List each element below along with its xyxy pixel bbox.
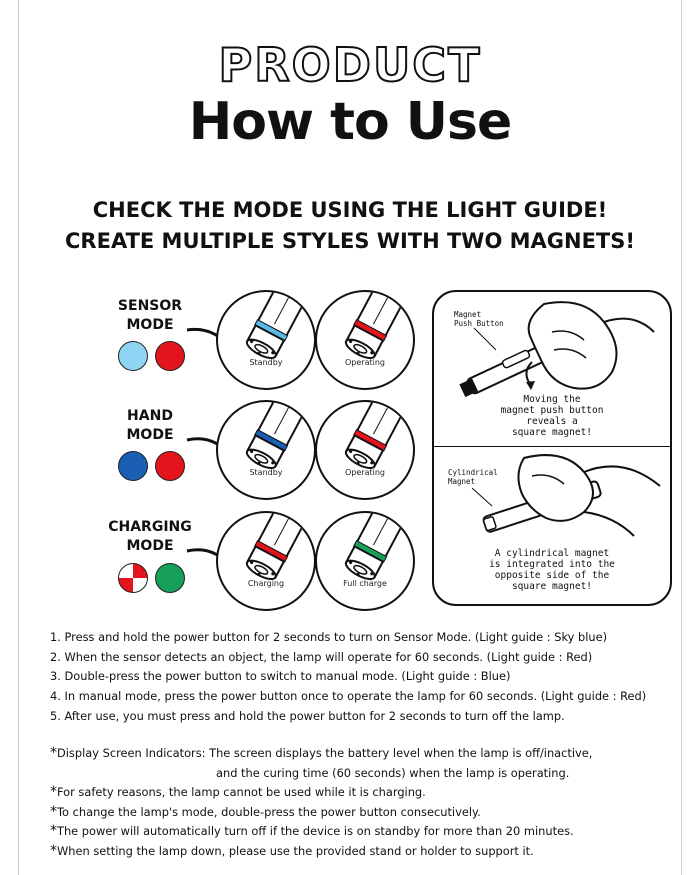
cylindrical-magnet-description: [444, 548, 660, 592]
headline-magnets: CREATE MULTIPLE STYLES WITH TWO MAGNETS!: [65, 229, 635, 253]
callout-line: Magnet: [448, 477, 476, 486]
swatch-sky-blue: [118, 341, 148, 371]
lamp-icon: [218, 292, 314, 388]
lamp-state-full-charge: [315, 511, 415, 611]
lamp-state-sensor-standby: [216, 290, 316, 390]
headline-light-guide: CHECK THE MODE USING THE LIGHT GUIDE!: [92, 198, 608, 222]
lamp-icon: [317, 513, 413, 609]
instruction-item: 3. Double-press the power button to switch to manual mode. (Light guide : Blue): [50, 669, 511, 684]
description-line: is integrated into the: [489, 559, 615, 570]
lamp-icon: [218, 402, 314, 498]
asterisk: *: [50, 784, 57, 801]
note-item: [50, 822, 675, 842]
mode-label-line2: MODE: [126, 317, 174, 333]
note-item: [50, 842, 675, 862]
lamp-caption: Standby: [249, 468, 283, 477]
lamp-state-sensor-operating: [315, 290, 415, 390]
description-line: A cylindrical magnet: [494, 548, 610, 559]
note-text: Display Screen Indicators: The screen displays the battery level when the lamp is off/inactive,: [57, 746, 593, 760]
lamp-icon: [218, 513, 314, 609]
lamp-caption: Standby: [249, 358, 283, 367]
lamp-caption: Operating: [345, 468, 385, 477]
title-product: PRODUCT: [218, 38, 482, 92]
note-text: For safety reasons, the lamp cannot be used while it is charging.: [57, 785, 426, 800]
lamp-state-hand-operating: [315, 400, 415, 500]
description-line: opposite side of the: [494, 570, 610, 581]
description-line: square magnet!: [511, 427, 593, 438]
note-item: [50, 803, 675, 823]
description-line: Moving the: [523, 394, 581, 405]
callout-line: Cylindrical: [448, 468, 498, 477]
page-title: How to Use: [188, 92, 512, 152]
swatch-red-white-checker: [118, 563, 148, 593]
instruction-list: [50, 628, 675, 727]
swatch-blue: [118, 451, 148, 481]
lamp-state-charging: [216, 511, 316, 611]
instruction-item: 4. In manual mode, press the power button once to operate the lamp for 60 seconds. (Light guide : Red): [50, 689, 647, 704]
magnet-panel: [432, 290, 672, 606]
description-line: square magnet!: [511, 581, 593, 592]
callout-line: Push Button: [454, 319, 504, 328]
mode-label-line2: MODE: [126, 427, 174, 443]
asterisk: *: [50, 842, 57, 859]
mode-label-line2: MODE: [126, 538, 174, 554]
charging-mode-label: [105, 518, 195, 556]
mode-label-line1: CHARGING: [108, 519, 192, 535]
lamp-icon: [317, 402, 413, 498]
lamp-state-hand-standby: [216, 400, 316, 500]
swatch-red: [155, 451, 185, 481]
mode-label-line1: SENSOR: [117, 298, 183, 314]
notes-list: [50, 744, 675, 862]
lamp-caption: Operating: [345, 358, 385, 367]
hand-mode-label: [105, 407, 195, 445]
note-display-indicators: [50, 744, 675, 764]
instruction-item: 2. When the sensor detects an object, the lamp will operate for 60 seconds. (Light guide : Red): [50, 649, 593, 664]
lamp-icon: [317, 292, 413, 388]
instruction-item: 5. After use, you must press and hold the power button for 2 seconds to turn off the lamp.: [50, 708, 565, 723]
note-text: The power will automatically turn off if the device is on standby for more than 20 minutes.: [57, 824, 574, 839]
description-line: magnet push button: [500, 405, 604, 416]
sensor-mode-label: [105, 297, 195, 335]
swatch-red: [155, 341, 185, 371]
asterisk: *: [50, 823, 57, 840]
instruction-item: 1. Press and hold the power button for 2 seconds to turn on Sensor Mode. (Light guide : Sky blue): [50, 630, 608, 644]
lamp-caption: Charging: [247, 579, 285, 588]
lamp-caption: Full charge: [343, 579, 387, 588]
magnet-push-button-description: [444, 394, 660, 438]
mode-label-line1: HAND: [127, 408, 173, 424]
hand-holding-magnet-illustration: [434, 446, 670, 546]
note-text: To change the lamp's mode, double-press the power button consecutively.: [57, 804, 481, 819]
asterisk: *: [50, 803, 57, 820]
note-item: [50, 783, 675, 803]
description-line: reveals a: [526, 416, 578, 427]
swatch-green: [155, 563, 185, 593]
callout-line: Magnet: [454, 310, 482, 319]
note-text-continued: and the curing time (60 seconds) when the lamp is operating.: [216, 765, 570, 780]
note-text: When setting the lamp down, please use the provided stand or holder to support it.: [57, 843, 534, 858]
asterisk: *: [50, 745, 57, 761]
